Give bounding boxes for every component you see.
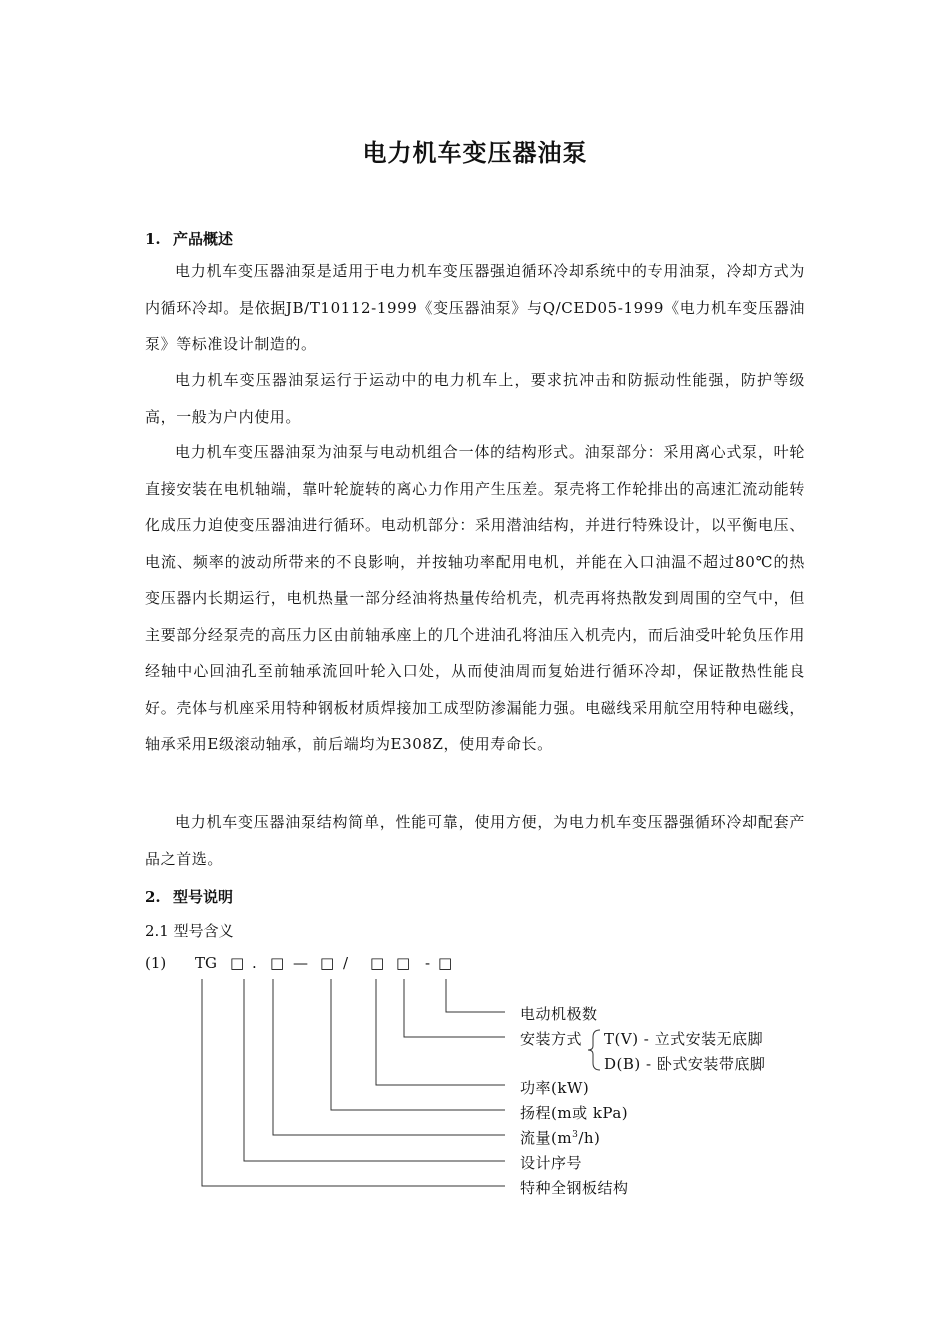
model-index: (1): [145, 954, 167, 972]
section-1-heading: [145, 228, 233, 249]
model-dot: .: [252, 954, 257, 972]
label-mount: 安装方式: [520, 1030, 583, 1048]
section-2-number: 2.: [145, 888, 161, 906]
label-mount-horizontal: D(B) - 卧式安装带底脚: [604, 1055, 766, 1073]
subsection-2-1: 2.1 型号含义: [145, 922, 234, 940]
label-head: 扬程(m或 kPa): [520, 1104, 629, 1122]
model-box-flow: □: [270, 954, 285, 972]
page-title: 电力机车变压器油泵: [362, 138, 588, 167]
label-flow-sup: 3: [572, 1130, 579, 1140]
section-1-number: 1.: [145, 230, 161, 248]
paragraph-4: 电力机车变压器油泵结构简单，性能可靠，使用方便，为电力机车变压器强循环冷却配套产品之首选。: [145, 813, 805, 868]
label-power: 功率(kW): [520, 1079, 590, 1097]
model-box-head: □: [320, 954, 335, 972]
section-2-title: 型号说明: [173, 888, 234, 906]
model-box-mount: □: [396, 954, 411, 972]
model-hyphen: -: [425, 954, 431, 972]
model-box-power: □: [370, 954, 385, 972]
label-poles: 电动机极数: [520, 1005, 598, 1023]
model-box-poles: □: [438, 954, 453, 972]
model-slash: /: [343, 954, 349, 972]
label-mount-vertical: T(V) - 立式安装无底脚: [604, 1030, 764, 1048]
label-structure: 特种全钢板结构: [520, 1179, 629, 1197]
section-1-title: 产品概述: [173, 230, 234, 248]
model-prefix: TG: [195, 954, 217, 972]
paragraph-3: 电力机车变压器油泵为油泵与电动机组合一体的结构形式。油泵部分：采用离心式泵，叶轮直接安装在电机轴端，靠叶轮旋转的离心力作用产生压差。泵壳将工作轮排出的高速汇流动能转化成压力迫使变压器油进行循环。电动机部分：采用潜油结构，并进行特殊设计，以平衡电压、电流、频率的波动所带来的不良影响，并按轴功率配用电机，并能在入口油温不超过80℃的热变压器内长期运行，电机热量一部分经油将热量传给机壳，机壳再将热散发到周围的空气中，但主要部分经泵壳的高压力区由前轴承座上的几个进油孔将油压入机壳内，而后油受叶轮负压作用经轴中心回油孔至前轴承流回叶轮入口处，从而使油周而复始进行循环冷却，保证散热性能良好。壳体与机座采用特种钢板材质焊接加工成型防渗漏能力强。电磁线采用航空用特种电磁线，轴承采用E级滚动轴承，前后端均为E308Z，使用寿命长。: [145, 443, 805, 753]
paragraph-2: 电力机车变压器油泵运行于运动中的电力机车上，要求抗冲击和防振动性能强，防护等级高，一般为户内使用。: [145, 371, 805, 426]
paragraph-1: 电力机车变压器油泵是适用于电力机车变压器强迫循环冷却系统中的专用油泵，冷却方式为内循环冷却。是依据JB/T10112-1999《变压器油泵》与Q/CED05-1999《电力机车变压器油泵》等标准设计制造的。: [145, 262, 805, 353]
label-flow: [520, 1127, 600, 1148]
label-serial: 设计序号: [520, 1154, 583, 1172]
section-2-heading: [145, 886, 233, 907]
model-box-serial: □: [230, 954, 245, 972]
model-dash: —: [293, 954, 308, 972]
label-flow-pre: 流量(m: [520, 1129, 573, 1147]
label-flow-post: /h): [578, 1129, 601, 1147]
